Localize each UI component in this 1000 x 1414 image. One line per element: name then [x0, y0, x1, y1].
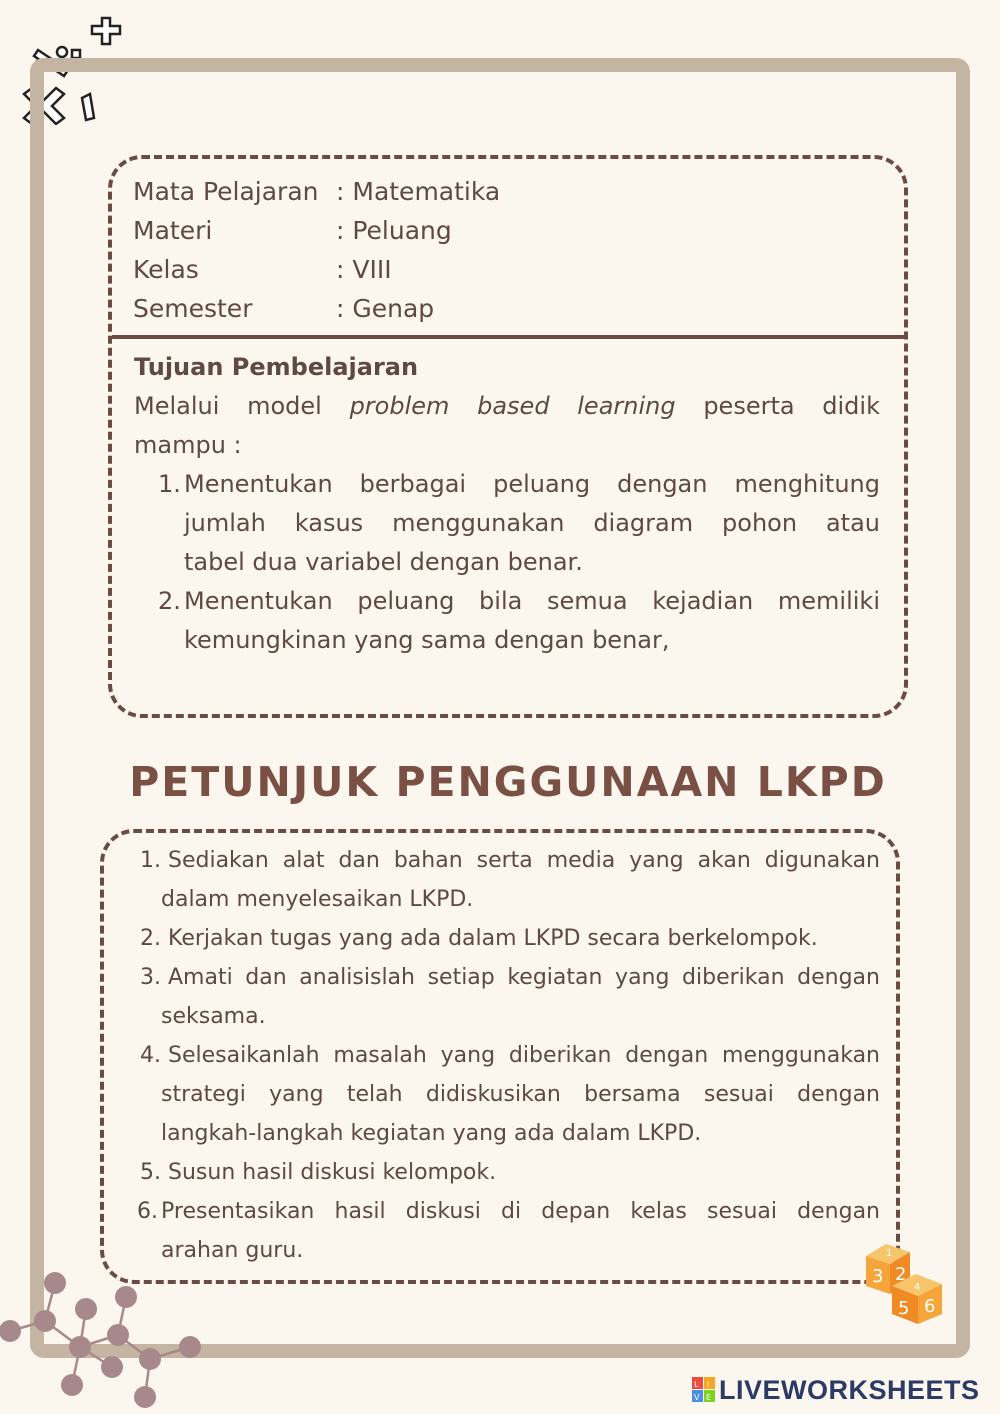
cube-number: 4	[914, 1282, 921, 1293]
tujuan-item-number: 1.	[158, 470, 181, 498]
tujuan-intro	[134, 387, 880, 426]
petunjuk-item-line: Selesaikanlah masalah yang diberikan dengan menggunakan	[168, 1043, 880, 1068]
petunjuk-item-line: seksama.	[161, 1004, 266, 1029]
petunjuk-item-number: 2.	[140, 926, 161, 951]
petunjuk-item-line: strategi yang telah didiskusikan bersama sesuai dengan	[161, 1082, 880, 1107]
section-divider	[112, 335, 904, 339]
petunjuk-item-line: Kerjakan tugas yang ada dalam LKPD secara berkelompok.	[168, 926, 818, 951]
plus-icon	[92, 18, 120, 44]
tujuan-intro-line2: mampu :	[134, 431, 242, 459]
info-label: Mata Pelajaran	[133, 177, 319, 206]
petunjuk-item-line: dalam menyelesaikan LKPD.	[161, 887, 474, 912]
info-label: Materi	[133, 216, 213, 245]
cube-number: 6	[924, 1296, 936, 1317]
tujuan-intro-after: peserta didik	[703, 392, 880, 420]
petunjuk-item-line: Amati dan analisislah setiap kegiatan yang diberikan dengan	[168, 965, 880, 990]
petunjuk-item-line: Susun hasil diskusi kelompok.	[168, 1160, 497, 1185]
petunjuk-item-number: 1.	[140, 848, 161, 873]
tujuan-item-line: jumlah kasus menggunakan diagram pohon atau	[184, 509, 880, 537]
tujuan-item-line: kemungkinan yang sama dengan benar,	[184, 626, 670, 654]
info-value: : Matematika	[336, 177, 501, 206]
petunjuk-heading: PETUNJUK PENGGUNAAN LKPD	[129, 758, 887, 806]
tujuan-item-line: Menentukan berbagai peluang dengan menghitung	[184, 470, 880, 498]
liveworksheets-logo-icon	[692, 1377, 716, 1403]
cube-number: 3	[872, 1266, 884, 1287]
liveworksheets-logo[interactable]	[692, 1372, 980, 1408]
cube-number: 2	[895, 1264, 907, 1285]
svg-text:L: L	[694, 1380, 699, 1389]
svg-text:V: V	[694, 1393, 700, 1402]
tujuan-intro-before: Melalui model	[134, 392, 322, 420]
info-label: Semester	[133, 294, 253, 323]
liveworksheets-brand-text: LIVEWORKSHEETS	[719, 1374, 980, 1405]
info-label: Kelas	[133, 255, 199, 284]
tujuan-item-line: Menentukan peluang bila semua kejadian memiliki	[184, 587, 880, 615]
info-value: : VIII	[336, 255, 392, 284]
petunjuk-item-line: Presentasikan hasil diskusi di depan kelas sesuai dengan	[161, 1199, 880, 1224]
petunjuk-item-number: 6.	[137, 1199, 158, 1224]
petunjuk-item-line: Sediakan alat dan bahan serta media yang akan digunakan	[168, 848, 880, 873]
info-value: : Peluang	[336, 216, 452, 245]
tujuan-item-line: tabel dua variabel dengan benar.	[184, 548, 583, 576]
tujuan-intro-italic: problem based learning	[349, 392, 676, 420]
molecule-decoration	[0, 1265, 215, 1414]
cube-number: 1	[886, 1248, 893, 1259]
info-value: : Genap	[336, 294, 435, 323]
tujuan-title: Tujuan Pembelajaran	[134, 353, 419, 381]
svg-text:E: E	[706, 1393, 712, 1402]
tujuan-item-number: 2.	[158, 587, 181, 615]
petunjuk-item-number: 4.	[140, 1043, 161, 1068]
petunjuk-item-number: 5.	[140, 1160, 161, 1185]
petunjuk-item-line: arahan guru.	[161, 1238, 304, 1263]
svg-text:I: I	[707, 1380, 710, 1389]
petunjuk-item-number: 3.	[140, 965, 161, 990]
number-cubes-decoration	[862, 1242, 948, 1324]
petunjuk-item-line: langkah-langkah kegiatan yang ada dalam LKPD.	[161, 1121, 702, 1146]
cube-number: 5	[898, 1298, 910, 1319]
